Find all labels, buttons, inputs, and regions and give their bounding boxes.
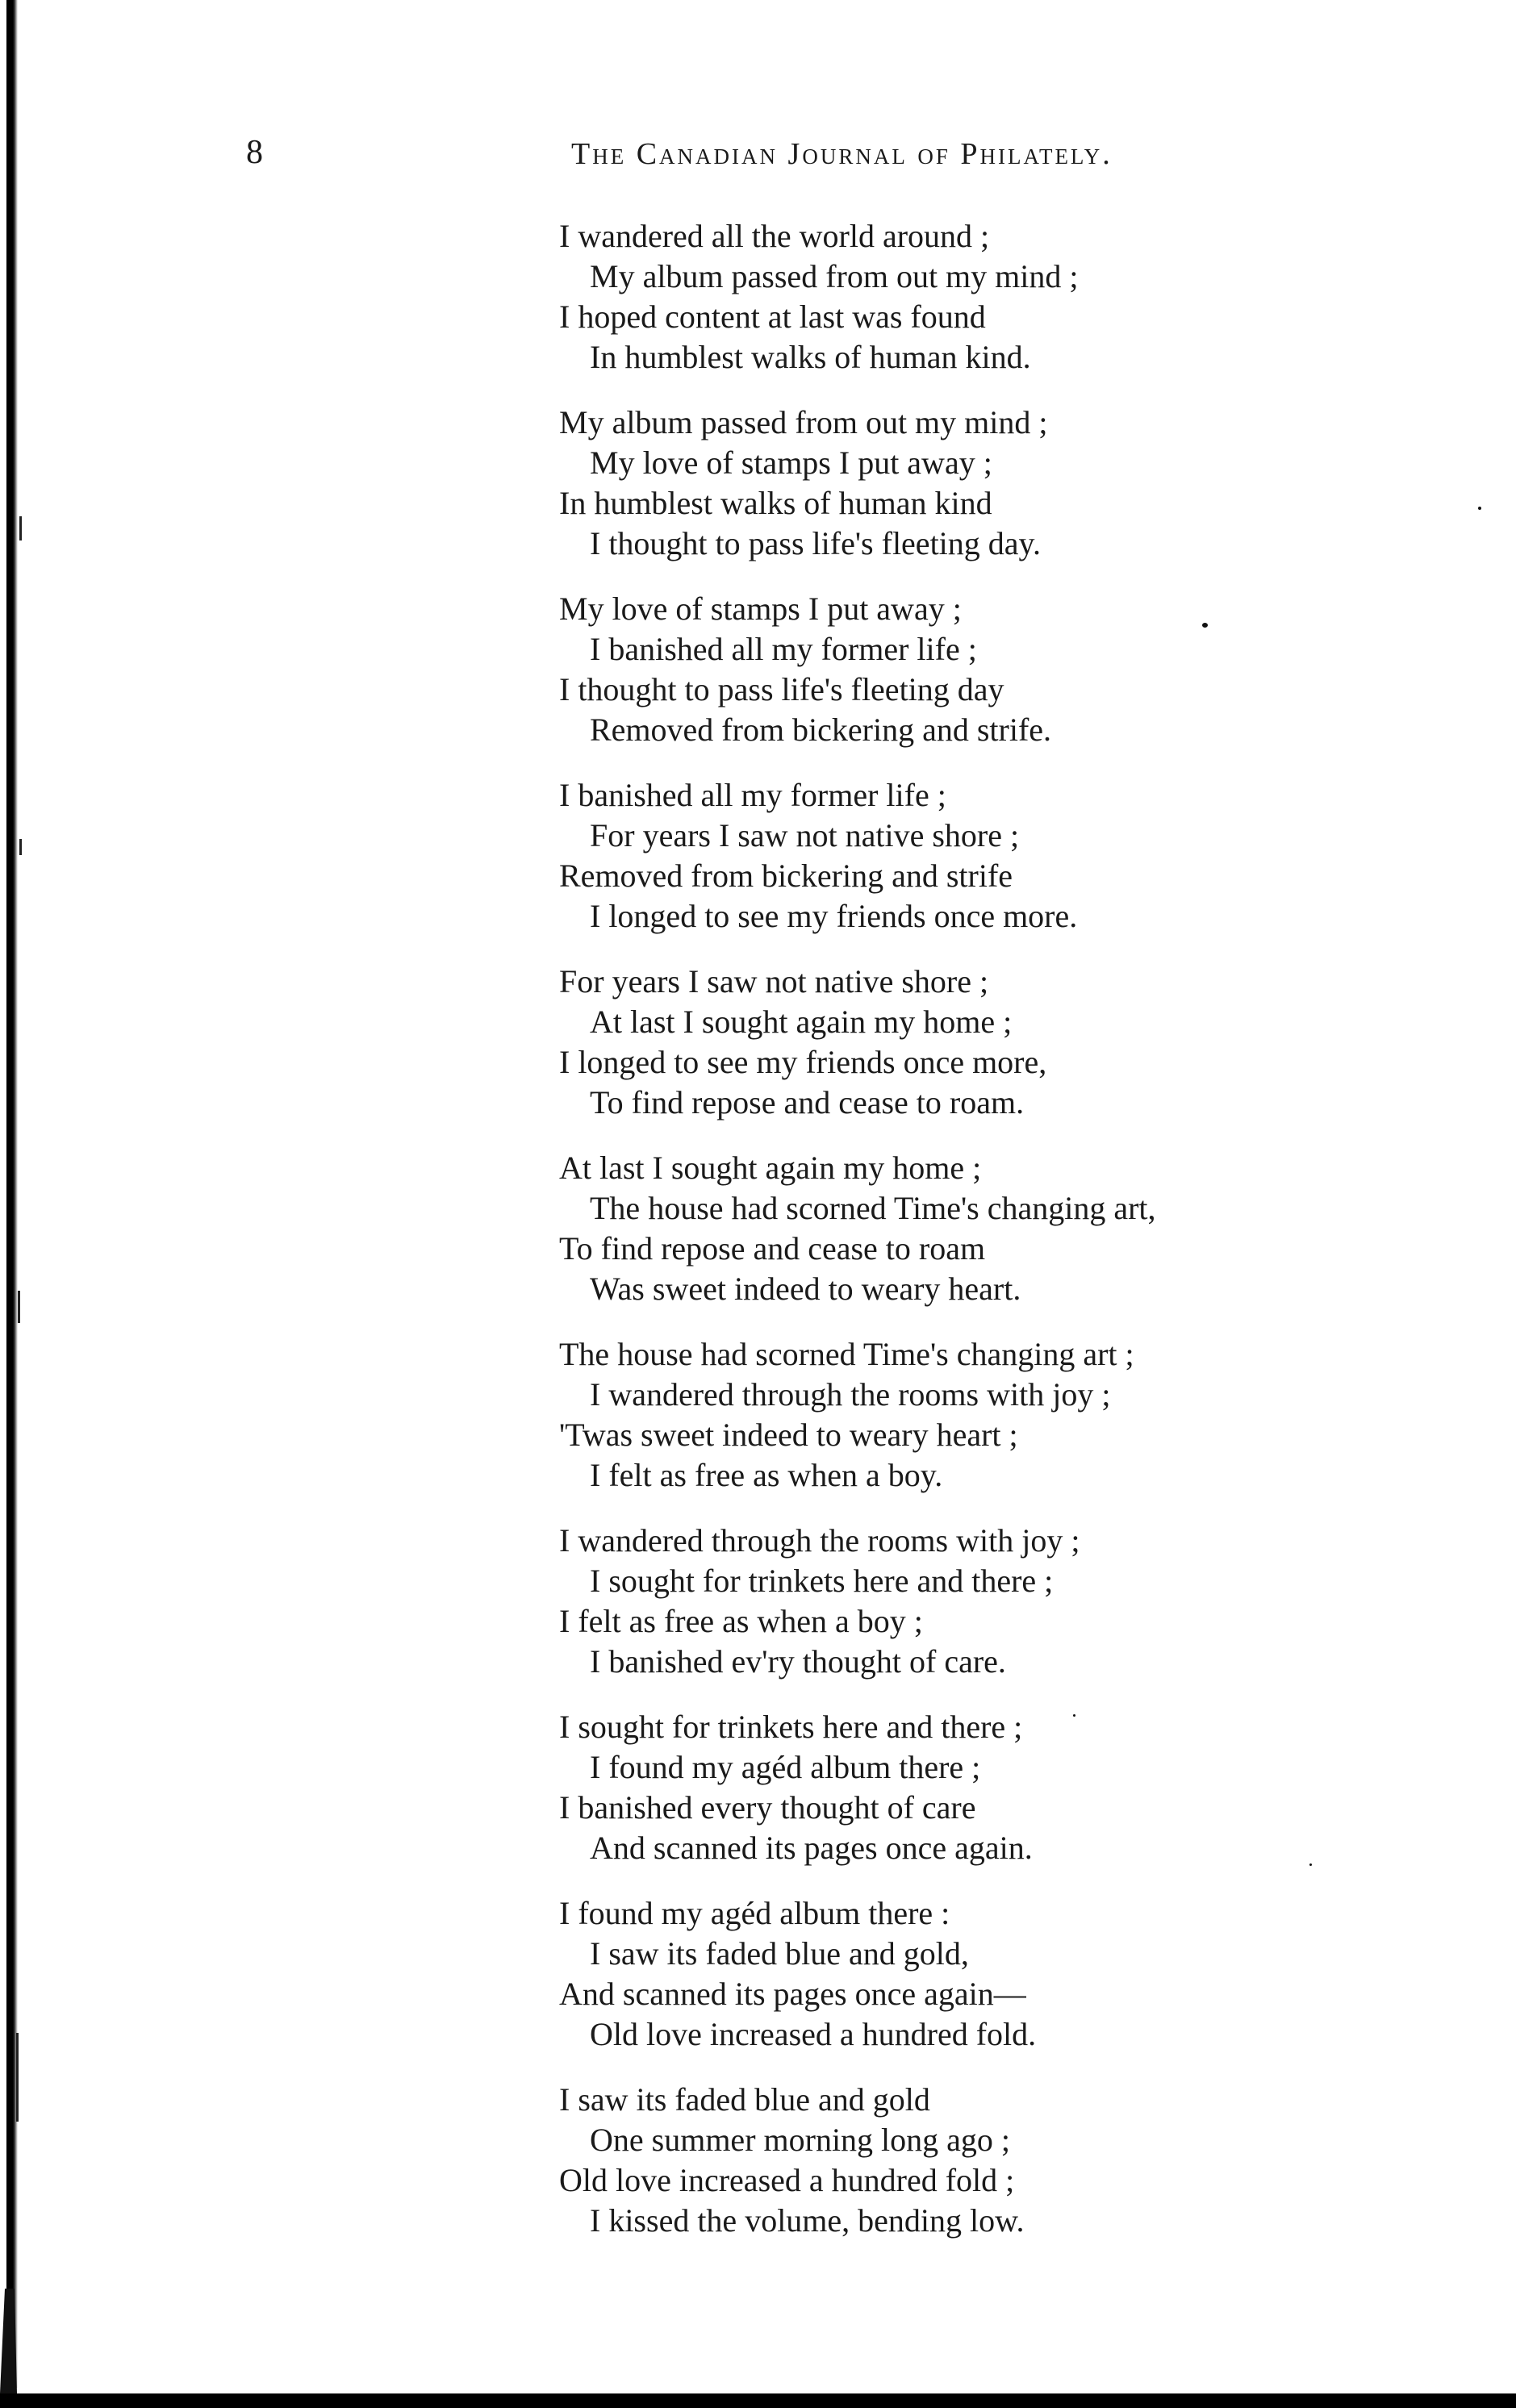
poem-line: At last I sought again my home ; [590,1004,1013,1040]
poem-line: Was sweet indeed to weary heart. [590,1271,1021,1307]
poem-line: The house had scorned Time's changing art ; [559,1336,1134,1372]
poem-line: I thought to pass life's fleeting day [559,671,1004,707]
poem-line: I banished every thought of care [559,1789,976,1826]
stanza [559,1334,1366,1496]
poem-line: I banished ev'ry thought of care. [590,1643,1006,1680]
running-head: The Canadian Journal of Philately. [571,137,1113,171]
poem-line: I thought to pass life's fleeting day. [590,525,1041,561]
scan-bottom-edge-tail [0,2289,24,2393]
poem-line: Removed from bickering and strife. [590,712,1052,748]
poem-line: For years I saw not native shore ; [590,817,1020,853]
poem-line: Old love increased a hundred fold. [590,2016,1037,2052]
poem-line: I banished all my former life ; [590,631,977,667]
poem-line: I found my agéd album there : [559,1895,950,1931]
poem-line: To find repose and cease to roam [559,1230,986,1267]
stanza [559,962,1366,1123]
poem-line: I felt as free as when a boy ; [559,1603,923,1639]
poem-line: I longed to see my friends once more, [559,1044,1047,1080]
poem-line: I saw its faded blue and gold, [590,1935,969,1972]
poem-line: I banished all my former life ; [559,777,946,813]
poem-line: And scanned its pages once again. [590,1830,1033,1866]
poem-line: For years I saw not native shore ; [559,963,989,1000]
poem-line: I kissed the volume, bending low. [590,2202,1025,2239]
poem-line: I felt as free as when a boy. [590,1457,943,1493]
stanza [559,403,1366,564]
poem-line: I sought for trinkets here and there ; [590,1563,1054,1599]
scan-left-edge [6,0,18,2388]
stanza [559,1148,1366,1309]
stanza [559,589,1366,750]
poem [559,216,1366,2266]
stanza [559,775,1366,937]
poem-line: I wandered through the rooms with joy ; [590,1376,1111,1413]
poem-line: My love of stamps I put away ; [590,444,992,481]
poem-line: My album passed from out my mind ; [559,404,1048,440]
stray-dot [1478,507,1481,510]
stanza [559,1707,1366,1868]
poem-line: I longed to see my friends once more. [590,898,1078,934]
poem-line: To find repose and cease to roam. [590,1084,1025,1121]
poem-line: My love of stamps I put away ; [559,591,962,627]
scan-speck [18,1291,20,1323]
poem-line: Old love increased a hundred fold ; [559,2162,1015,2198]
scan-bottom-edge [0,2393,1516,2408]
poem-line: I hoped content at last was found [559,298,986,335]
stanza [559,1521,1366,1682]
poem-line: I sought for trinkets here and there ; [559,1709,1023,1745]
poem-line: In humblest walks of human kind [559,485,992,521]
poem-line: I wandered all the world around ; [559,218,990,254]
page-number: 8 [246,134,264,171]
poem-line: I saw its faded blue and gold [559,2081,930,2118]
stanza [559,216,1366,378]
scan-speck [19,839,22,855]
scan-speck [19,516,22,540]
poem-line: 'Twas sweet indeed to weary heart ; [559,1417,1018,1453]
poem-line: And scanned its pages once again— [559,1976,1026,2012]
poem-line: In humblest walks of human kind. [590,339,1031,375]
poem-line: Removed from bickering and strife [559,858,1013,894]
poem-line: At last I sought again my home ; [559,1150,982,1186]
scan-speck [16,2033,19,2122]
stanza [559,1893,1366,2055]
stanza [559,2080,1366,2241]
poem-line: My album passed from out my mind ; [590,258,1079,294]
poem-line: I found my agéd album there ; [590,1749,981,1785]
poem-line: One summer morning long ago ; [590,2122,1011,2158]
poem-line: I wandered through the rooms with joy ; [559,1522,1080,1559]
poem-line: The house had scorned Time's changing art, [590,1190,1156,1226]
